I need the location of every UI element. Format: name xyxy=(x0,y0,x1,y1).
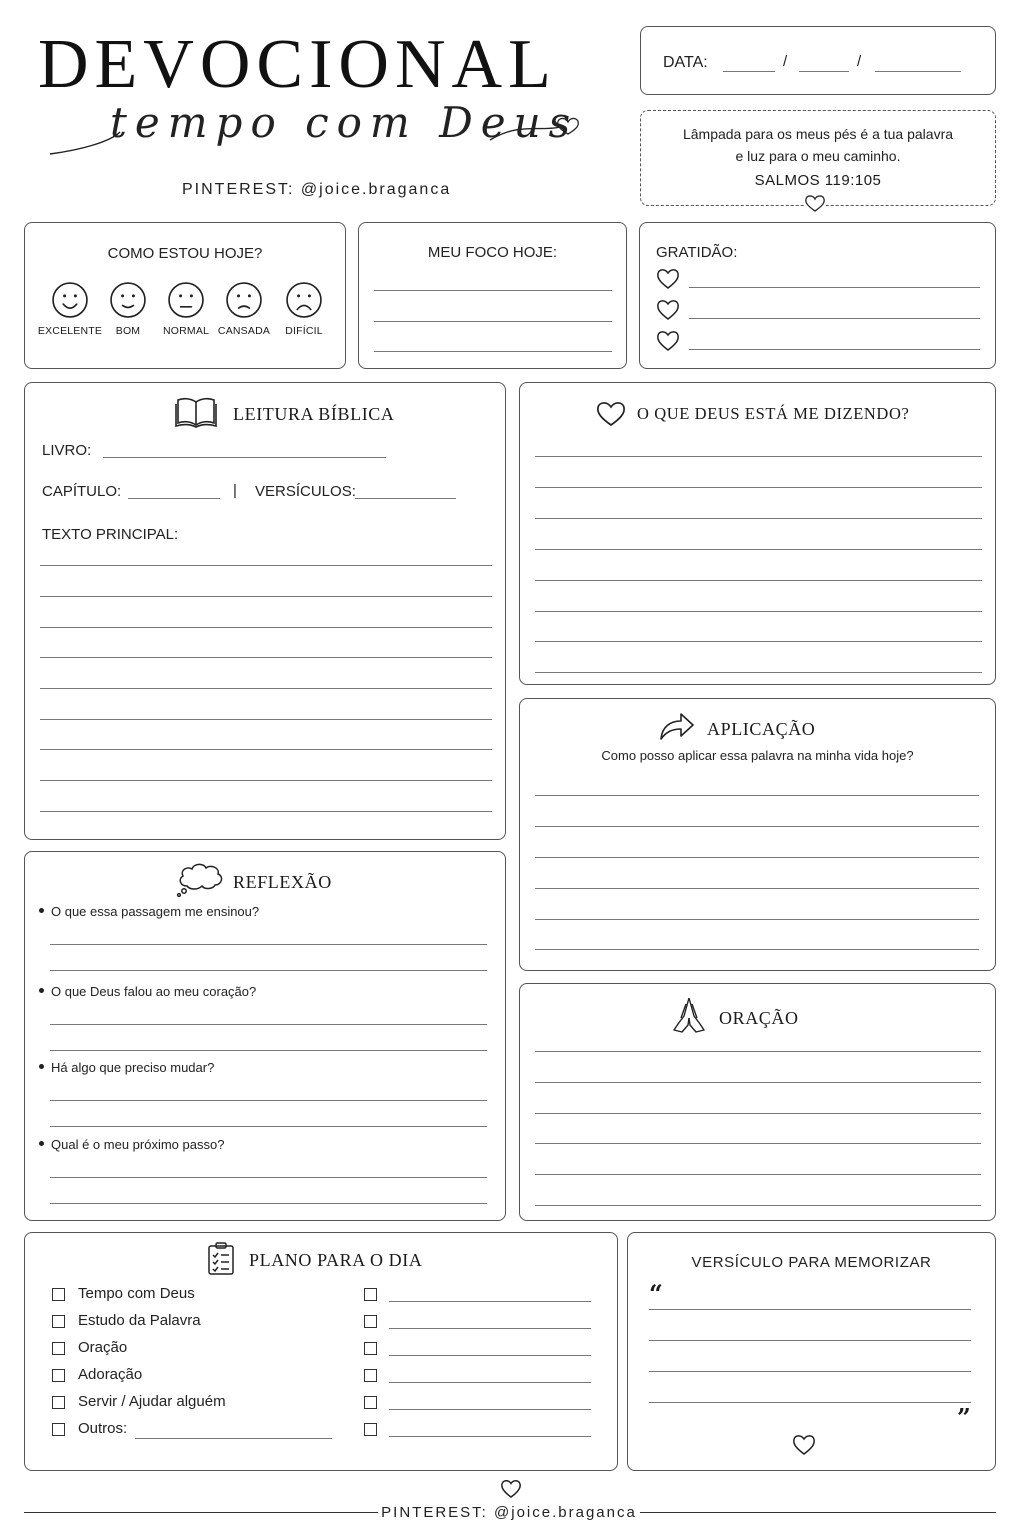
writing-line[interactable] xyxy=(535,672,982,673)
date-sep-2: / xyxy=(857,53,862,70)
plan-title: PLANO PARA O DIA xyxy=(249,1250,423,1270)
chapter-label: CAPÍTULO: xyxy=(42,483,122,500)
reading-title: LEITURA BÍBLICA xyxy=(233,404,395,424)
plan-checkbox[interactable] xyxy=(52,1423,65,1436)
chapter-line[interactable] xyxy=(128,498,220,499)
focus-line[interactable] xyxy=(374,290,612,291)
writing-line[interactable] xyxy=(40,719,492,720)
application-title: APLICAÇÃO xyxy=(707,719,816,739)
checklist-icon xyxy=(206,1242,236,1276)
writing-line[interactable] xyxy=(535,949,979,950)
plan-custom-line[interactable] xyxy=(389,1328,591,1329)
writing-line[interactable] xyxy=(50,1024,487,1025)
writing-line[interactable] xyxy=(535,1051,981,1052)
gratitude-line[interactable] xyxy=(689,287,980,288)
reflection-question-text: Qual é o meu próximo passo? xyxy=(51,1137,225,1152)
writing-line[interactable] xyxy=(535,795,979,796)
reflection-question xyxy=(39,1137,224,1152)
date-box xyxy=(640,26,996,95)
bullet xyxy=(39,1141,44,1146)
plan-checkbox-custom[interactable] xyxy=(364,1423,377,1436)
memorize-line[interactable] xyxy=(649,1402,971,1403)
gratitude-line[interactable] xyxy=(689,349,980,350)
plan-item-label: Servir / Ajudar alguém xyxy=(78,1393,226,1410)
prayer-title: ORAÇÃO xyxy=(719,1008,799,1028)
writing-line[interactable] xyxy=(40,657,492,658)
writing-line[interactable] xyxy=(535,1174,981,1175)
mood-option[interactable] xyxy=(269,281,339,337)
plan-checkbox[interactable] xyxy=(52,1369,65,1382)
praying-hands-icon xyxy=(670,994,708,1034)
writing-line[interactable] xyxy=(535,1205,981,1206)
page-title: DEVOCIONAL xyxy=(38,26,557,103)
chapter-verse-divider: | xyxy=(233,482,237,499)
writing-line[interactable] xyxy=(40,749,492,750)
script-subtitle xyxy=(40,92,600,172)
writing-line[interactable] xyxy=(40,780,492,781)
reflection-question xyxy=(39,904,259,919)
verse-line-2: e luz para o meu caminho. xyxy=(735,148,901,164)
god-saying-title: O QUE DEUS ESTÁ ME DIZENDO? xyxy=(637,404,910,423)
writing-line[interactable] xyxy=(40,627,492,628)
heart-icon xyxy=(655,298,681,322)
smiley-icon xyxy=(109,281,147,319)
writing-line[interactable] xyxy=(40,811,492,812)
writing-line[interactable] xyxy=(535,857,979,858)
prayer-box xyxy=(519,983,996,1221)
bullet xyxy=(39,908,44,913)
memorize-line[interactable] xyxy=(649,1309,971,1310)
focus-line[interactable] xyxy=(374,321,612,322)
mood-option-label: EXCELENTE xyxy=(37,325,103,337)
verse-line-1: Lâmpada para os meus pés é a tua palavra xyxy=(682,126,954,142)
pinterest-handle-top: PINTEREST: @joice.braganca xyxy=(182,181,452,198)
writing-line[interactable] xyxy=(40,688,492,689)
writing-line[interactable] xyxy=(535,919,979,920)
reading-box xyxy=(24,382,506,840)
book-label: LIVRO: xyxy=(42,442,92,459)
writing-line[interactable] xyxy=(535,611,982,612)
plan-custom-line[interactable] xyxy=(389,1355,591,1356)
reflection-question-text: O que essa passagem me ensinou? xyxy=(51,904,260,919)
writing-line[interactable] xyxy=(535,456,982,457)
verse-box xyxy=(640,110,996,206)
main-text-label: TEXTO PRINCIPAL: xyxy=(42,526,179,543)
mood-option-label: CANSADA xyxy=(217,325,271,337)
plan-checkbox[interactable] xyxy=(52,1342,65,1355)
footer-rule-right xyxy=(640,1512,996,1513)
god-saying-box xyxy=(519,382,996,685)
smiley-icon xyxy=(51,281,89,319)
thought-cloud-icon xyxy=(175,860,225,898)
focus-line[interactable] xyxy=(374,351,612,352)
writing-line[interactable] xyxy=(535,580,982,581)
mood-title: COMO ESTOU HOJE? xyxy=(107,245,263,262)
plan-custom-line[interactable] xyxy=(389,1409,591,1410)
footer-rule-left xyxy=(24,1512,378,1513)
memorize-box xyxy=(627,1232,996,1471)
reflection-question-text: Há algo que preciso mudar? xyxy=(51,1060,215,1075)
gratitude-title: GRATIDÃO: xyxy=(656,244,738,261)
date-label: DATA: xyxy=(663,54,708,71)
focus-title: MEU FOCO HOJE: xyxy=(427,244,558,261)
plan-checkbox-custom[interactable] xyxy=(364,1342,377,1355)
verses-line[interactable] xyxy=(355,498,456,499)
reflection-question xyxy=(39,1060,214,1075)
pinterest-handle-footer: PINTEREST: @joice.braganca xyxy=(381,1504,637,1521)
reflection-box xyxy=(24,851,506,1221)
plan-custom-line[interactable] xyxy=(389,1436,591,1437)
plan-checkbox[interactable] xyxy=(52,1396,65,1409)
plan-item-label: Outros: xyxy=(78,1420,128,1437)
writing-line[interactable] xyxy=(50,1203,487,1204)
plan-other-line[interactable] xyxy=(135,1438,332,1439)
close-quote: ” xyxy=(957,1403,971,1432)
writing-line[interactable] xyxy=(535,641,982,642)
writing-line[interactable] xyxy=(50,1126,487,1127)
plan-item-label: Estudo da Palavra xyxy=(78,1312,201,1329)
book-icon xyxy=(175,395,217,429)
mood-option-label: BOM xyxy=(115,325,141,337)
plan-checkbox-custom[interactable] xyxy=(364,1396,377,1409)
heart-icon xyxy=(655,329,681,353)
writing-line[interactable] xyxy=(40,565,492,566)
reflection-question-text: O que Deus falou ao meu coração? xyxy=(51,984,257,999)
heart-icon xyxy=(791,1433,817,1457)
date-month-line[interactable] xyxy=(799,71,849,72)
writing-line[interactable] xyxy=(535,1082,981,1083)
writing-line[interactable] xyxy=(535,888,979,889)
writing-line[interactable] xyxy=(535,826,979,827)
share-arrow-icon xyxy=(659,711,695,741)
plan-checkbox-custom[interactable] xyxy=(364,1369,377,1382)
mood-box xyxy=(24,222,346,369)
plan-checkbox[interactable] xyxy=(52,1315,65,1328)
writing-line[interactable] xyxy=(40,596,492,597)
writing-line[interactable] xyxy=(535,1143,981,1144)
memorize-line[interactable] xyxy=(649,1340,971,1341)
mood-option-label: DIFÍCIL xyxy=(285,325,323,337)
writing-line[interactable] xyxy=(50,970,487,971)
writing-line[interactable] xyxy=(50,1050,487,1051)
verses-label: VERSÍCULOS: xyxy=(255,483,356,500)
book-line[interactable] xyxy=(103,457,386,458)
plan-checkbox-custom[interactable] xyxy=(364,1288,377,1301)
writing-line[interactable] xyxy=(50,1100,487,1101)
plan-custom-line[interactable] xyxy=(389,1382,591,1383)
plan-item-label: Adoração xyxy=(78,1366,143,1383)
smiley-icon xyxy=(285,281,323,319)
date-sep-1: / xyxy=(783,53,788,70)
gratitude-box xyxy=(639,222,996,369)
plan-custom-line[interactable] xyxy=(389,1301,591,1302)
writing-line[interactable] xyxy=(535,549,982,550)
script-subtitle-text: tempo com Deus xyxy=(110,98,579,147)
reflection-question xyxy=(39,984,256,999)
writing-line[interactable] xyxy=(50,944,487,945)
memorize-line[interactable] xyxy=(649,1371,971,1372)
heart-icon xyxy=(804,194,826,214)
reflection-title: REFLEXÃO xyxy=(233,872,332,892)
mood-option-label: NORMAL xyxy=(162,325,210,337)
plan-checkbox[interactable] xyxy=(52,1288,65,1301)
writing-line[interactable] xyxy=(535,487,982,488)
verse-reference: SALMOS 119:105 xyxy=(754,172,882,189)
bullet xyxy=(39,988,44,993)
writing-line[interactable] xyxy=(50,1177,487,1178)
writing-line[interactable] xyxy=(535,1113,981,1114)
smiley-icon xyxy=(225,281,263,319)
heart-icon xyxy=(499,1478,523,1500)
plan-item-label: Oração xyxy=(78,1339,128,1356)
plan-box xyxy=(24,1232,618,1471)
heart-icon xyxy=(595,400,627,428)
gratitude-line[interactable] xyxy=(689,318,980,319)
date-year-line[interactable] xyxy=(875,71,961,72)
application-box xyxy=(519,698,996,971)
memorize-title: VERSÍCULO PARA MEMORIZAR xyxy=(691,1254,932,1271)
smiley-icon xyxy=(167,281,205,319)
date-day-line[interactable] xyxy=(723,71,775,72)
bullet xyxy=(39,1064,44,1069)
application-subtitle: Como posso aplicar essa palavra na minha vida hoje? xyxy=(601,748,914,763)
plan-checkbox-custom[interactable] xyxy=(364,1315,377,1328)
focus-box xyxy=(358,222,627,369)
heart-icon xyxy=(655,267,681,291)
writing-line[interactable] xyxy=(535,518,982,519)
open-quote: “ xyxy=(649,1279,663,1308)
plan-item-label: Tempo com Deus xyxy=(78,1285,195,1302)
